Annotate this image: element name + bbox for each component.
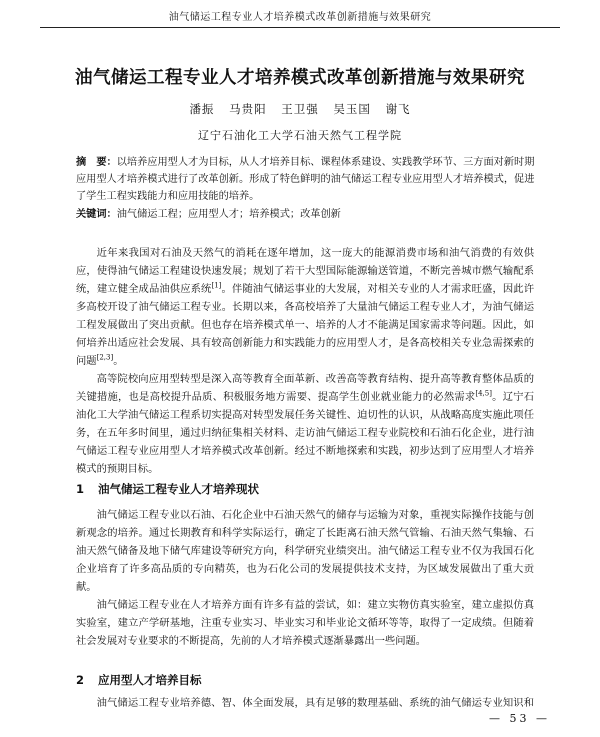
article-title: 油气储运工程专业人才培养模式改革创新措施与效果研究 bbox=[75, 68, 525, 88]
running-head: 油气储运工程专业人才培养模式改革创新措施与效果研究 bbox=[40, 8, 560, 28]
author: 潘振 bbox=[189, 102, 215, 116]
section-2-body bbox=[76, 694, 534, 712]
author: 吴玉国 bbox=[333, 102, 371, 116]
section-1-body bbox=[76, 506, 534, 650]
keywords bbox=[76, 206, 536, 223]
author-list bbox=[0, 101, 600, 117]
section-number: 2 bbox=[76, 673, 85, 687]
section-heading-2 bbox=[76, 672, 202, 688]
citation: [4,5] bbox=[475, 389, 492, 398]
section-2-paragraph-1: 油气储运工程专业培养德、智、体全面发展，具有足够的数理基础、系统的油气储运专业知识和 bbox=[96, 697, 534, 709]
citation: [2,3] bbox=[96, 353, 114, 362]
author-affiliation: 辽宁石油化工大学石油天然气工程学院 bbox=[198, 129, 402, 142]
author: 马贵阳 bbox=[229, 102, 267, 116]
abstract-text: 以培养应用型人才为目标，从人才培养目标、课程体系建设、实践教学环节、三方面对新时期应用型人才培养模式进行了改革创新。形成了特色鲜明的油气储运工程专业应用型人才培养模式，促进了学生工程实践能力和应用技能的培养。 bbox=[76, 157, 535, 202]
section-title: 油气储运工程专业人才培养现状 bbox=[98, 482, 259, 496]
keywords-label: 关键词： bbox=[76, 209, 117, 220]
section-1-paragraph-1: 油气储运工程专业以石油、石化企业中石油天然气的储存与运输为对象，重视实际操作技能与创新观念的培养。通过长期教育和科学实际运行，确定了长距离石油天然气管输、石油天然气集输、石油天然气储备及地下储气库建设等研究方向，科学研究业绩突出。油气储运工程专业不仅为我国石化企业培育了许多高品质的专向精英，也为石化公司的发展提供技术支持，为区域发展做出了重大贡献。 bbox=[76, 509, 534, 593]
section-number: 1 bbox=[76, 482, 85, 496]
author: 谢飞 bbox=[385, 102, 411, 116]
section-heading-1 bbox=[76, 481, 259, 497]
author: 王卫强 bbox=[281, 102, 319, 116]
citation: [1] bbox=[211, 281, 222, 290]
page-number: — 53 — bbox=[489, 712, 550, 725]
section-title: 应用型人才培养目标 bbox=[98, 673, 202, 687]
abstract-label: 摘 要： bbox=[76, 157, 117, 168]
keywords-text: 油气储运工程；应用型人才；培养模式；改革创新 bbox=[116, 209, 341, 220]
abstract bbox=[76, 154, 536, 205]
intro-paragraph-2: 高等院校向应用型转型是深入高等教育全面革新、改善高等教育结构、提升高等教育整体品质的关键措施，也是高校提升品质、积极服务地方需要、提高学生创业就业能力的必然需求[4,5]。辽宁石油化工大学油气储运工程系切实提高对转型发展任务关键性、迫切性的认识，从战略高度实施此项任务，在五年多时间里，通过归纳征集相关材料、走访油气储运工程专业院校和石油石化企业，进行油气储运工程专业应用型人才培养模式改革创新。经过不断地探索和实践，初步达到了应用型人才培养模式的预期目标。 bbox=[76, 373, 535, 475]
section-1-paragraph-2: 油气储运工程专业在人才培养方面有许多有益的尝试，如：建立实物仿真实验室，建立虚拟仿真实验室，建立产学研基地，注重专业实习、毕业实习和毕业论文循环等等，取得了一定成绩。但随着社会发展对专业要求的不断提高，先前的人才培养模式逐渐暴露出一些问题。 bbox=[76, 599, 534, 647]
introduction bbox=[76, 244, 534, 478]
intro-paragraph-1: 近年来我国对石油及天然气的消耗在逐年增加，这一庞大的能源消费市场和油气消费的有效供应，使得油气储运工程建设快速发展；规划了若干大型国际能源输送管道，不断完善城市燃气输配系统，建立健全成品油供应系统[1]。伴随油气储运事业的大发展，对相关专业的人才需求旺盛，因此许多高校开设了油气储运工程专业。长期以来，各高校培养了大量油气储运工程专业人才，为油气储运工程发展做出了突出贡献。但也存在培养模式单一、培养的人才不能满足国家需求等问题。因此，如何培养出适应社会发展、具有较高创新能力和实践能力的应用型人才，是各高校相关专业急需探索的问题[2,3]。 bbox=[76, 247, 535, 367]
